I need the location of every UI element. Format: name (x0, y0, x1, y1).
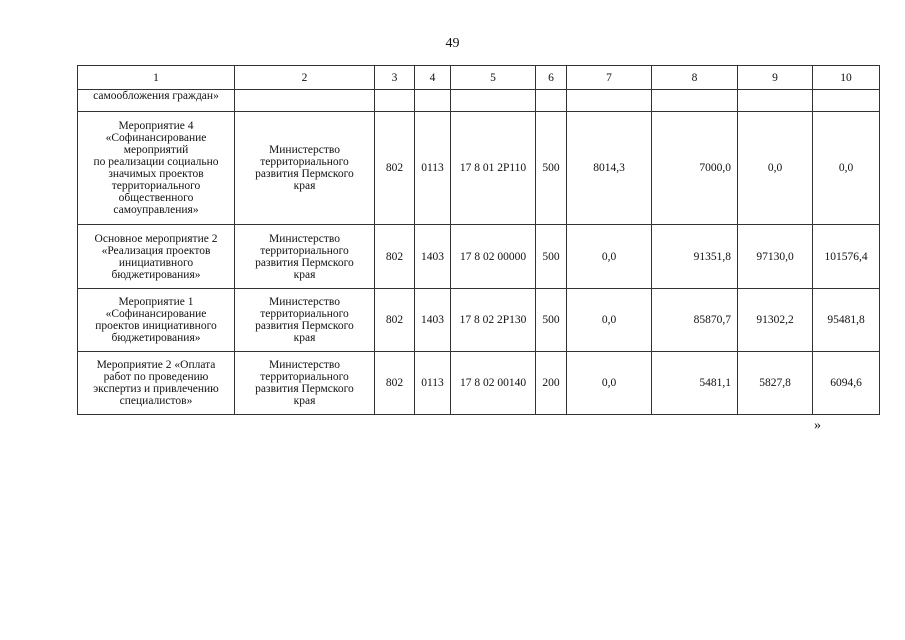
empty-cell (738, 90, 813, 112)
expense-type-cell: 200 (536, 352, 567, 415)
amount-cell: 91302,2 (738, 289, 813, 352)
expense-type-cell: 500 (536, 289, 567, 352)
code-cell: 802 (375, 112, 415, 225)
amount-cell: 95481,8 (813, 289, 880, 352)
continuation-row (78, 90, 880, 112)
budget-table (77, 65, 880, 415)
column-header: 10 (813, 66, 880, 90)
ministry-cell: Министерство территориального развития Пермского края (235, 112, 375, 225)
column-header: 5 (451, 66, 536, 90)
amount-cell: 6094,6 (813, 352, 880, 415)
amount-cell: 0,0 (567, 225, 652, 289)
column-header: 7 (567, 66, 652, 90)
empty-cell (415, 90, 451, 112)
target-article-cell: 17 8 02 00000 (451, 225, 536, 289)
amount-cell: 5827,8 (738, 352, 813, 415)
column-header: 8 (652, 66, 738, 90)
amount-cell: 0,0 (738, 112, 813, 225)
target-article-cell: 17 8 02 00140 (451, 352, 536, 415)
amount-cell: 5481,1 (652, 352, 738, 415)
closing-quote: » (814, 418, 821, 433)
column-header: 1 (78, 66, 235, 90)
expense-type-cell: 500 (536, 112, 567, 225)
code-cell: 802 (375, 225, 415, 289)
column-header: 9 (738, 66, 813, 90)
column-header: 6 (536, 66, 567, 90)
table-row (78, 225, 880, 289)
table-row (78, 352, 880, 415)
continuation-cell: самообложения граждан» (78, 90, 235, 112)
ministry-cell: Министерство территориального развития Пермского края (235, 225, 375, 289)
table-row (78, 112, 880, 225)
amount-cell: 0,0 (567, 352, 652, 415)
amount-cell: 7000,0 (652, 112, 738, 225)
target-article-cell: 17 8 01 2P110 (451, 112, 536, 225)
amount-cell: 101576,4 (813, 225, 880, 289)
code-cell: 802 (375, 289, 415, 352)
amount-cell: 0,0 (567, 289, 652, 352)
column-header: 3 (375, 66, 415, 90)
amount-cell: 0,0 (813, 112, 880, 225)
expense-type-cell: 500 (536, 225, 567, 289)
empty-cell (813, 90, 880, 112)
amount-cell: 85870,7 (652, 289, 738, 352)
page-number: 49 (445, 36, 460, 51)
empty-cell (567, 90, 652, 112)
table-row (78, 289, 880, 352)
amount-cell: 97130,0 (738, 225, 813, 289)
empty-cell (451, 90, 536, 112)
code-cell: 802 (375, 352, 415, 415)
column-header: 2 (235, 66, 375, 90)
section-cell: 0113 (415, 112, 451, 225)
amount-cell: 8014,3 (567, 112, 652, 225)
section-cell: 1403 (415, 225, 451, 289)
column-header: 4 (415, 66, 451, 90)
ministry-cell: Министерство территориального развития Пермского края (235, 289, 375, 352)
empty-cell (652, 90, 738, 112)
empty-cell (375, 90, 415, 112)
section-cell: 0113 (415, 352, 451, 415)
amount-cell: 91351,8 (652, 225, 738, 289)
empty-cell (235, 90, 375, 112)
empty-cell (536, 90, 567, 112)
ministry-cell: Министерство территориального развития Пермского края (235, 352, 375, 415)
measure-name-cell: Мероприятие 2 «Оплата работ по проведению экспертиз и привлечению специалистов» (78, 352, 235, 415)
measure-name-cell: Мероприятие 1 «Софинансирование проектов инициативного бюджетирования» (78, 289, 235, 352)
section-cell: 1403 (415, 289, 451, 352)
measure-name-cell: Основное мероприятие 2 «Реализация проектов инициативного бюджетирования» (78, 225, 235, 289)
target-article-cell: 17 8 02 2P130 (451, 289, 536, 352)
column-number-row (78, 66, 880, 90)
measure-name-cell: Мероприятие 4 «Софинансирование мероприятий по реализации социально значимых проектов территориального общественного самоуправления» (78, 112, 235, 225)
